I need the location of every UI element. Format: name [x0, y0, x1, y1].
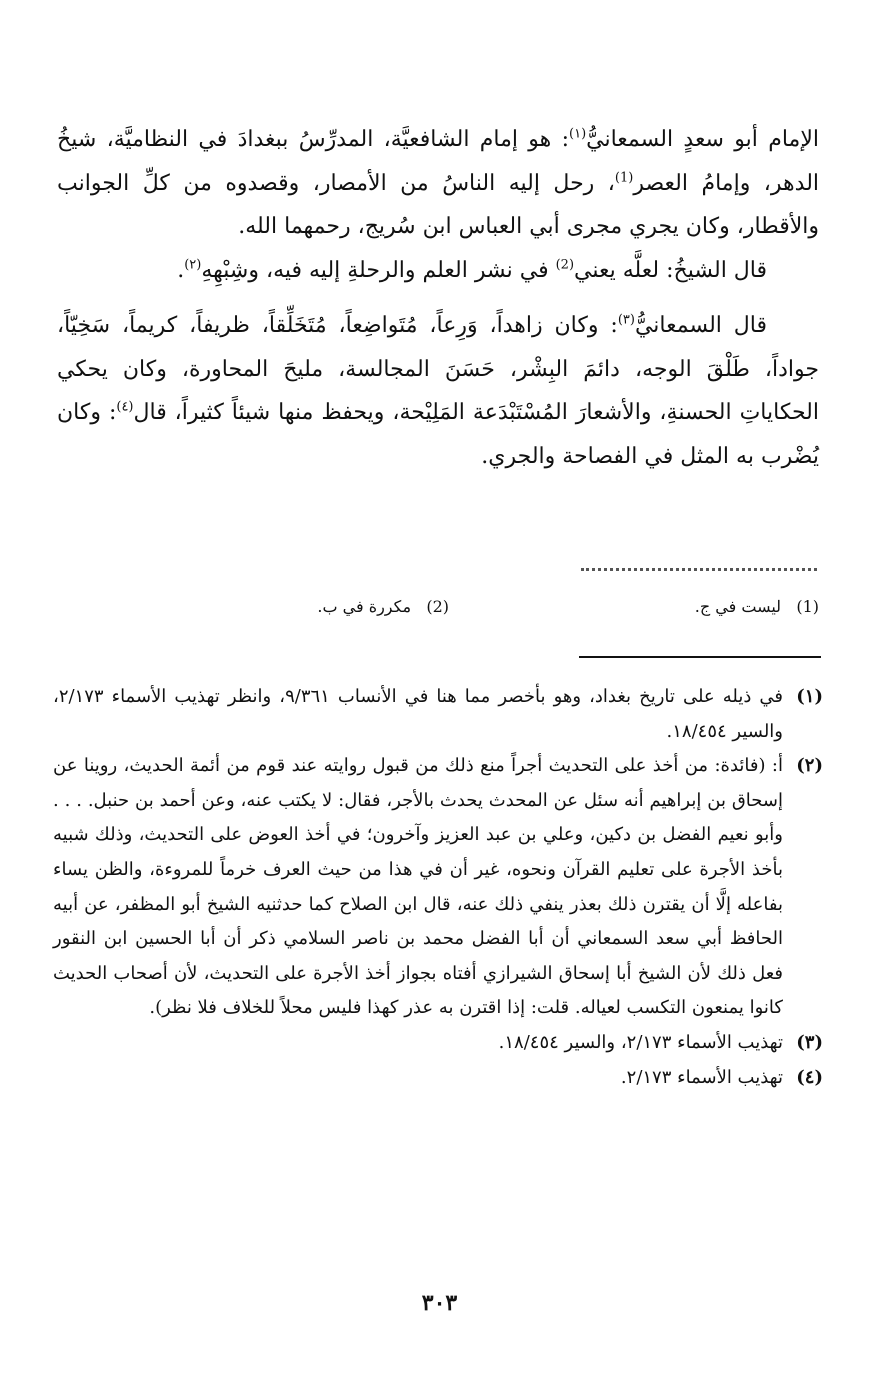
- footnote-ref: (1): [614, 170, 634, 186]
- page-number: ٣٠٣: [421, 1290, 458, 1316]
- paragraph: قال السمعانيُّ$^{(٣)}$: وكان زاهداً، وَرِعاً، مُتَواضِعاً، مُتَخَلِّقاً، ظريفاً، كريماً، سَخِيّاً، جواداً، طَلْقَ الوجه، دائمَ البِشْر، حَسَنَ المجالسة، مليحَ المحاورة، وكان يحكي الحكاياتِ الحسنةِ، والأشعارَ المُسْتَبْدَعة المَلِيْحة، ويحفظ منها شيئاً كثيراً، قال$^{(٤)}$: وكان يُضْرب به المثل في الفصاحة والجري.: [57, 312, 819, 469]
- footnotes: [53, 680, 823, 1095]
- footnote-text: تهذيب الأسماء ٢/١٧٣.: [620, 1066, 783, 1088]
- footnote-ref: (٣): [617, 312, 635, 328]
- footnote-number: (٣): [796, 1031, 823, 1053]
- footnote-number: (٤): [796, 1066, 823, 1088]
- editor-note: (2) مكررة في ب.: [317, 597, 449, 616]
- paragraph: قال الشيخُ: لعلَّه يعني$^{(2)}$ في نشر العلم والرحلةِ إليه فيه، وشِبْهِهِ$^{(٢)}$.: [177, 257, 767, 283]
- main-text: [57, 118, 819, 478]
- footnote-number: (٢): [796, 755, 823, 777]
- paragraph: الإمام أبو سعدٍ السمعانيُّ$^{(١)}$: هو إمام الشافعيَّة، المدرِّسُ ببغدادَ في النظاميَّة، شيخُ الدهر، وإمامُ العصر$^{(1)}$، رحل إليه الناسُ من الأمصار، وقصدوه من كلِّ الجوانب والأقطار، وكان يجري مجرى أبي العباس ابن سُريج، رحمهما الله.: [57, 126, 820, 239]
- footnote: [53, 749, 823, 1026]
- footnote-ref: (٤): [116, 399, 134, 415]
- footnote: [53, 1026, 823, 1061]
- footnote: [53, 1061, 823, 1096]
- footnote: [53, 680, 823, 749]
- footnote-rule: [579, 656, 821, 658]
- footnote-ref: (١): [569, 126, 587, 142]
- footnote-ref: (2): [555, 257, 575, 273]
- dotted-separator: [581, 568, 817, 574]
- footnote-ref: (٢): [184, 257, 202, 273]
- editor-note: (1) ليست في ج.: [694, 597, 819, 616]
- footnote-text: تهذيب الأسماء ٢/١٧٣، والسير ١٨/٤٥٤.: [498, 1031, 783, 1053]
- footnote-number: (١): [796, 686, 823, 707]
- footnote-text: أ: (فائدة: من أخذ على التحديث أجراً منع ذلك من قبول روايته عند قوم من أئمة الحديث، روينا عن إسحاق بن إبراهيم أنه سئل عن المحدث يحدث بالأجر، فقال: لا يكتب عنه، وعن أحمد بن حنبل. . . . وأبو نعيم الفضل بن دكين، وعلي بن عبد العزيز وآخرون؛ في أخذ العوض على التحديث، وذلك شبيه بأخذ الأجرة على تعليم القرآن ونحوه، غير أن في هذا من حيث العرف خرماً للمروءة، والظن يساء بفاعله إلَّا أن يقترن ذلك بعذر ينفي ذلك عنه، قال ابن الصلاح كما حدثنيه الشيخ أبو المظفر، عن أبيه الحافظ أبي سعد السمعاني أن أبا الفضل محمد بن ناصر السلامي ذكر أن أبا الحسين ابن النقور فعل ذلك لأن الشيخ أبا إسحاق الشيرازي أفتاه بجواز أخذ الأجرة على التحديث، لأن أصحاب الحديث كانوا يمنعون التكسب لعياله. قلت: إذا اقترن به عذر كهذا فليس محلاً للخلاف فلا نظر).: [53, 755, 783, 1019]
- editor-notes: [57, 590, 819, 624]
- footnote-text: في ذيله على تاريخ بغداد، وهو بأخصر مما هنا في الأنساب ٩/٣٦١، وانظر تهذيب الأسماء ٢/١٧٣، والسير ١٨/٤٥٤.: [53, 686, 783, 742]
